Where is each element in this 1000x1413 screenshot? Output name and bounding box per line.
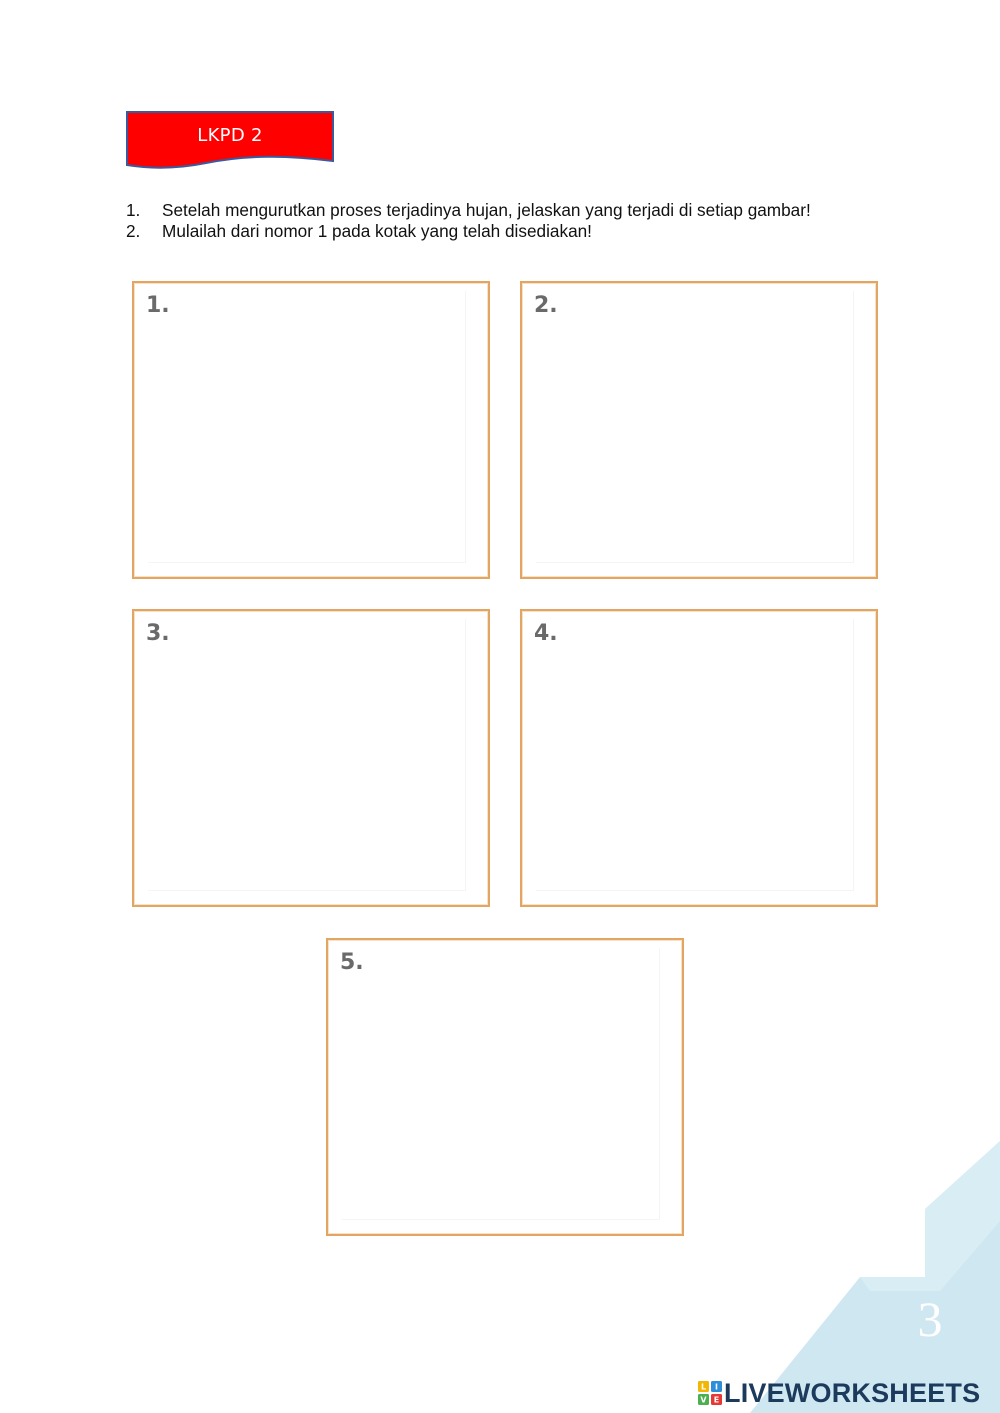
box-inner-area: [342, 948, 660, 1220]
answer-box-1[interactable]: [132, 281, 490, 579]
answer-box-3[interactable]: [132, 609, 490, 907]
instruction-list: [126, 200, 946, 242]
answer-box-5[interactable]: [326, 938, 684, 1236]
svg-text:V: V: [700, 1395, 707, 1405]
header-banner: [126, 111, 334, 171]
box-number: 2.: [534, 293, 558, 318]
svg-text:I: I: [715, 1382, 718, 1392]
answer-box-2[interactable]: [520, 281, 878, 579]
box-number: 5.: [340, 950, 364, 975]
watermark-text: LIVEWORKSHEETS: [724, 1377, 981, 1408]
svg-text:E: E: [713, 1395, 720, 1405]
banner-label: LKPD 2: [197, 125, 263, 146]
svg-text:L: L: [700, 1382, 707, 1392]
box-number: 3.: [146, 621, 170, 646]
box-inner-area: [148, 619, 466, 891]
box-inner-area: [148, 291, 466, 563]
answer-box-4[interactable]: [520, 609, 878, 907]
box-number: 1.: [146, 293, 170, 318]
instruction-item: [126, 221, 946, 242]
box-inner-area: [536, 291, 854, 563]
instruction-text: Mulailah dari nomor 1 pada kotak yang telah disediakan!: [162, 221, 592, 241]
corner-decoration: [720, 1141, 1000, 1413]
instruction-number: 1.: [126, 200, 141, 220]
instruction-number: 2.: [126, 221, 141, 241]
instruction-text: Setelah mengurutkan proses terjadinya hujan, jelaskan yang terjadi di setiap gambar!: [162, 200, 811, 220]
instruction-item: [126, 200, 946, 221]
page-number: 3: [917, 1291, 943, 1347]
box-inner-area: [536, 619, 854, 891]
liveworksheets-watermark: [698, 1377, 980, 1409]
box-number: 4.: [534, 621, 558, 646]
liveworksheets-logo-icon: [698, 1381, 722, 1405]
